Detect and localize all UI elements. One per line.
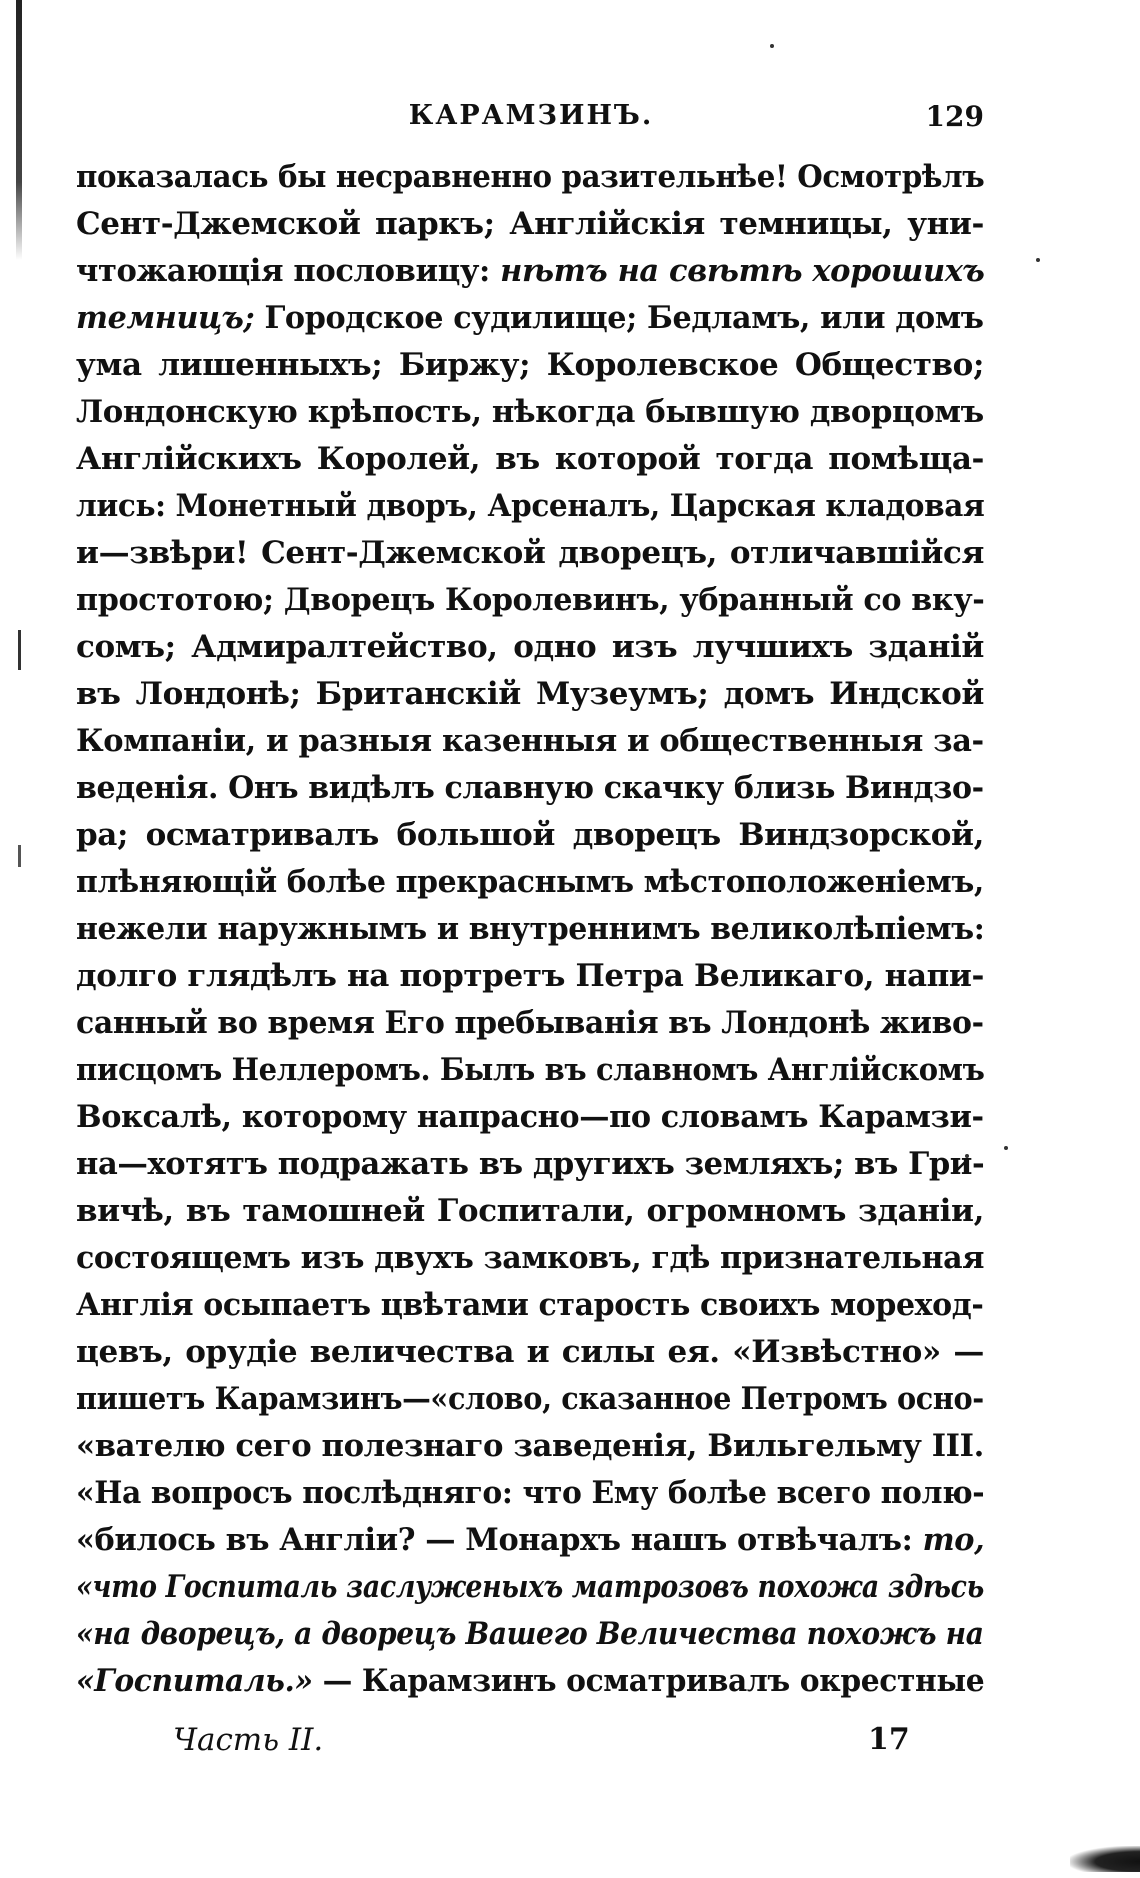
text-line: «На вопросъ послѣдняго: что Ему болѣе всего полю- [76,1475,985,1511]
text-line: ра; осматривалъ большой дворецъ Виндзорской, [76,817,984,853]
text-line: «на дворецъ, а дворецъ Вашего Величества похожъ на [76,1616,984,1652]
sheet-number: 17 [868,1722,910,1757]
italic-text-run: то, [922,1522,985,1558]
text-line: Компаніи, и разныя казенныя и общественныя за- [76,723,984,759]
text-line: вичѣ, въ тамошней Госпитали, огромномъ зданіи, [76,1193,984,1229]
text-line: простотою; Дворецъ Королевинъ, убранный со вку- [76,582,985,618]
text-run: Городское судилище; Бедламъ, или домъ [254,300,984,336]
text-line: «что Госпиталь заслуженыхъ матрозовъ похожа здѣсь [76,1569,984,1605]
text-run: «билось въ Англіи? — Монархъ нашъ отвѣчалъ: [76,1522,923,1558]
printer-signature: Часть II. [173,1722,324,1758]
scan-edge-mark [18,630,21,670]
scan-speck [1004,1146,1008,1150]
scan-speck [770,44,774,48]
italic-text-run: «Госпиталь.» [76,1663,313,1699]
text-line: пишетъ Карамзинъ—«слово, сказанное Петромъ осно- [76,1381,984,1417]
scan-corner-smudge [1070,1846,1140,1872]
text-line: веденія. Онъ видѣлъ славную скачку близь Виндзо- [76,770,984,806]
scan-edge-mark [16,0,22,260]
text-run: — Карамзинъ осматривалъ окрестные [312,1663,985,1699]
scan-speck [1036,258,1040,262]
text-line [76,246,985,296]
text-run: чтожающія пословицу: [76,253,501,289]
text-line: сомъ; Адмиралтейство, одно изъ лучшихъ зданій [76,629,984,665]
body-text [76,152,984,1704]
text-line: долго глядѣлъ на портретъ Петра Великаго, напи- [76,958,984,994]
text-line: Лондонскую крѣпость, нѣкогда бывшую дворцомъ [76,394,984,430]
text-line: ума лишенныхъ; Биржу; Королевское Общество; [76,347,984,383]
text-line: состоящемъ изъ двухъ замковъ, гдѣ признательная [76,1240,985,1276]
text-line: и—звѣри! Сент-Джемской дворецъ, отличавшійся [76,535,984,571]
text-line [76,1656,985,1706]
text-line [76,293,984,343]
running-head: КАРАМЗИНЪ. [408,100,654,131]
italic-text-run: нѣтъ на свѣтѣ хорошихъ [500,253,985,289]
text-line: цевъ, орудіе величества и силы ея. «Извѣстно» — [76,1334,984,1370]
text-line: плѣняющій болѣе прекраснымъ мѣстоположеніемъ, [76,864,984,900]
text-line: нежели наружнымъ и внутреннимъ великолѣпіемъ: [76,911,985,947]
text-line: показалась бы несравненно разительнѣе! Осмотрѣлъ [76,159,985,195]
page-number: 129 [925,100,984,133]
text-line [76,1515,985,1565]
page-header [78,100,984,144]
text-line: Воксалѣ, которому напрасно—по словамъ Карамзи- [76,1099,984,1135]
text-line: въ Лондонѣ; Британскій Музеумъ; домъ Индской [76,676,984,712]
text-line: на—хотятъ подражать въ другихъ земляхъ; въ Гри- [76,1146,985,1182]
scan-edge-mark [18,845,21,867]
text-line: «вателю сего полезнаго заведенія, Вильгельму III. [76,1428,984,1464]
page-footer [78,1722,984,1772]
text-line: Сент-Джемской паркъ; Англійскія темницы, уни- [76,206,984,242]
text-line: лись: Монетный дворъ, Арсеналъ, Царская кладовая [76,488,985,524]
text-line: санный во время Его пребыванія въ Лондонѣ живо- [76,1005,984,1041]
italic-text-run: темницъ; [76,300,255,336]
text-line: Англійскихъ Королей, въ которой тогда помѣща- [76,441,984,477]
text-line: писцомъ Неллеромъ. Былъ въ славномъ Англійскомъ [76,1052,985,1088]
text-line: Англія осыпаетъ цвѣтами старость своихъ мореход- [76,1287,984,1323]
